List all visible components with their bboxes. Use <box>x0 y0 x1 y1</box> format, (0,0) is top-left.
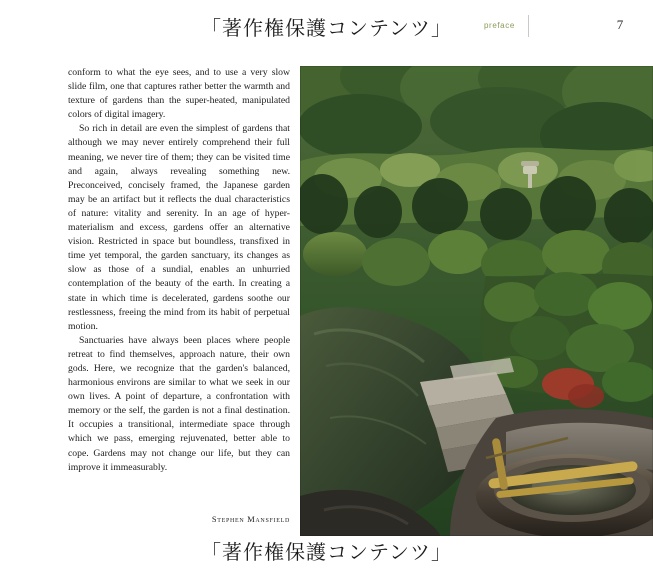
page-content <box>0 66 653 536</box>
author-byline: Stephen Mansfield <box>211 515 290 524</box>
paragraph: Sanctuaries have always been places where people retreat to find themselves, approach nature, their own gods. Here, we recognize that the garden's balanced, harmonious environs are similar to what we seek in our own lives. A point of departure, a confrontation with memory or the self, the garden is not a final destination. It occupies a transitional, intermediate space through which we pass, emerging rejuvenated, better able to cope. Gardens may not change our life, but they can improve it immeasurably. <box>68 334 290 473</box>
header-divider <box>528 15 529 37</box>
text-column <box>68 66 290 536</box>
garden-photograph <box>300 66 653 536</box>
page-number: 7 <box>616 17 624 32</box>
paragraph: conform to what the eye sees, and to use a very slow slide film, one that captures rather better the warmth and texture of gardens than the super-heated, manipulated colors of digital imagery. <box>68 67 290 121</box>
header-watermark: 「著作権保護コンテンツ」 <box>201 16 452 40</box>
page-header <box>0 0 653 52</box>
footer-watermark: 「著作権保護コンテンツ」 <box>201 540 452 564</box>
section-label: preface <box>484 21 515 30</box>
paragraph: So rich in detail are even the simplest of gardens that although we may never entirely comprehend their full meaning, we never tire of them; they can be visited time and again, always revealing something new. Preconceived, concisely framed, the Japanese garden may be an artifact but it reflects the dual characteristics of nature: vitality and serenity. In an age of hyper-materialism and excess, gardens offer an alternative vision. Restricted in space but boundless, transfixed in time yet temporal, the garden sanctuary, its changes as slow as those of a sundial, enables an unhurried contemplation of the beauty of the earth. In creating a state in which time is decelerated, gardens soothe our restlessness, freeing the mind from its habit of perpetual motion. <box>68 123 290 332</box>
